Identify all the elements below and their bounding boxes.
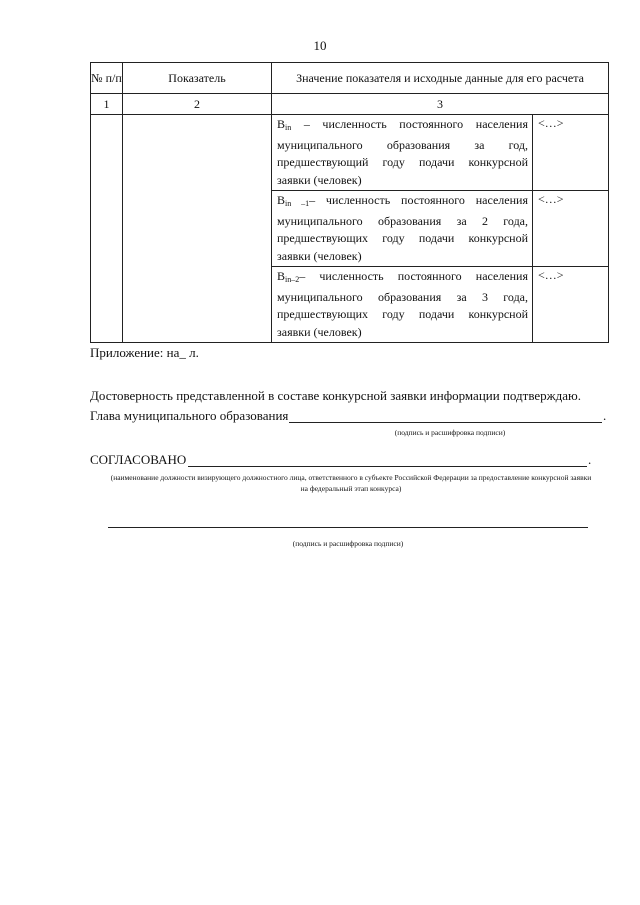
description-cell — [272, 191, 533, 267]
head-signature-line — [289, 422, 602, 423]
signature-caption: (подпись и расшифровка подписи) — [394, 428, 506, 437]
column-number: 1 — [91, 94, 123, 115]
header-indicator: Показатель — [123, 63, 272, 94]
header-value: Значение показателя и исходные данные для его расчета — [272, 63, 609, 94]
head-label: Глава муниципального образования — [90, 408, 289, 423]
value-cell: <…> — [533, 115, 609, 191]
table-header-row — [91, 63, 609, 94]
indicator-cell — [123, 115, 272, 343]
description-cell — [272, 115, 533, 191]
description-text: – численность постоянного населения муниципального образования за год, предшествующий году подачи конкурсной заявки (человек) — [277, 117, 528, 187]
description-cell — [272, 267, 533, 343]
symbol: $B_{in-2}$ — [277, 269, 300, 284]
agreed-label: СОГЛАСОВАНО — [90, 452, 187, 467]
value-cell: <…> — [533, 267, 609, 343]
indicator-table — [90, 62, 609, 343]
description-text: – численность постоянного населения муниципального образования за 2 года, предшествующих году подачи конкурсной заявки (человек) — [277, 193, 528, 263]
column-number: 2 — [123, 94, 272, 115]
second-signature-line — [108, 527, 588, 528]
agreed-line — [188, 466, 587, 467]
page-number: 10 — [313, 38, 327, 53]
agreed-caption: (наименование должности визирующего должностного лица, ответственного в субъекте Российской Федерации за предоставление конкурсной заявки на федеральный этап конкурса) — [110, 473, 592, 493]
table-row — [91, 115, 609, 191]
header-num: № п/п — [91, 63, 123, 94]
value-cell: <…> — [533, 191, 609, 267]
attachment-note: Приложение: на_ л. — [90, 345, 199, 360]
signature-caption: (подпись и расшифровка подписи) — [292, 539, 404, 548]
confirmation-statement: Достоверность представленной в составе конкурсной заявки информации подтверждаю. — [90, 388, 581, 403]
table-column-numbers-row — [91, 94, 609, 115]
num-cell — [91, 115, 123, 343]
period: . — [588, 452, 592, 467]
period: . — [603, 408, 607, 423]
column-number: 3 — [272, 94, 609, 115]
symbol: $B_{in}$ — [277, 117, 292, 132]
description-text: – численность постоянного населения муниципального образования за 3 года, предшествующих году подачи конкурсной заявки (человек) — [277, 269, 528, 339]
symbol: $B_{in -1}$ — [277, 193, 310, 208]
